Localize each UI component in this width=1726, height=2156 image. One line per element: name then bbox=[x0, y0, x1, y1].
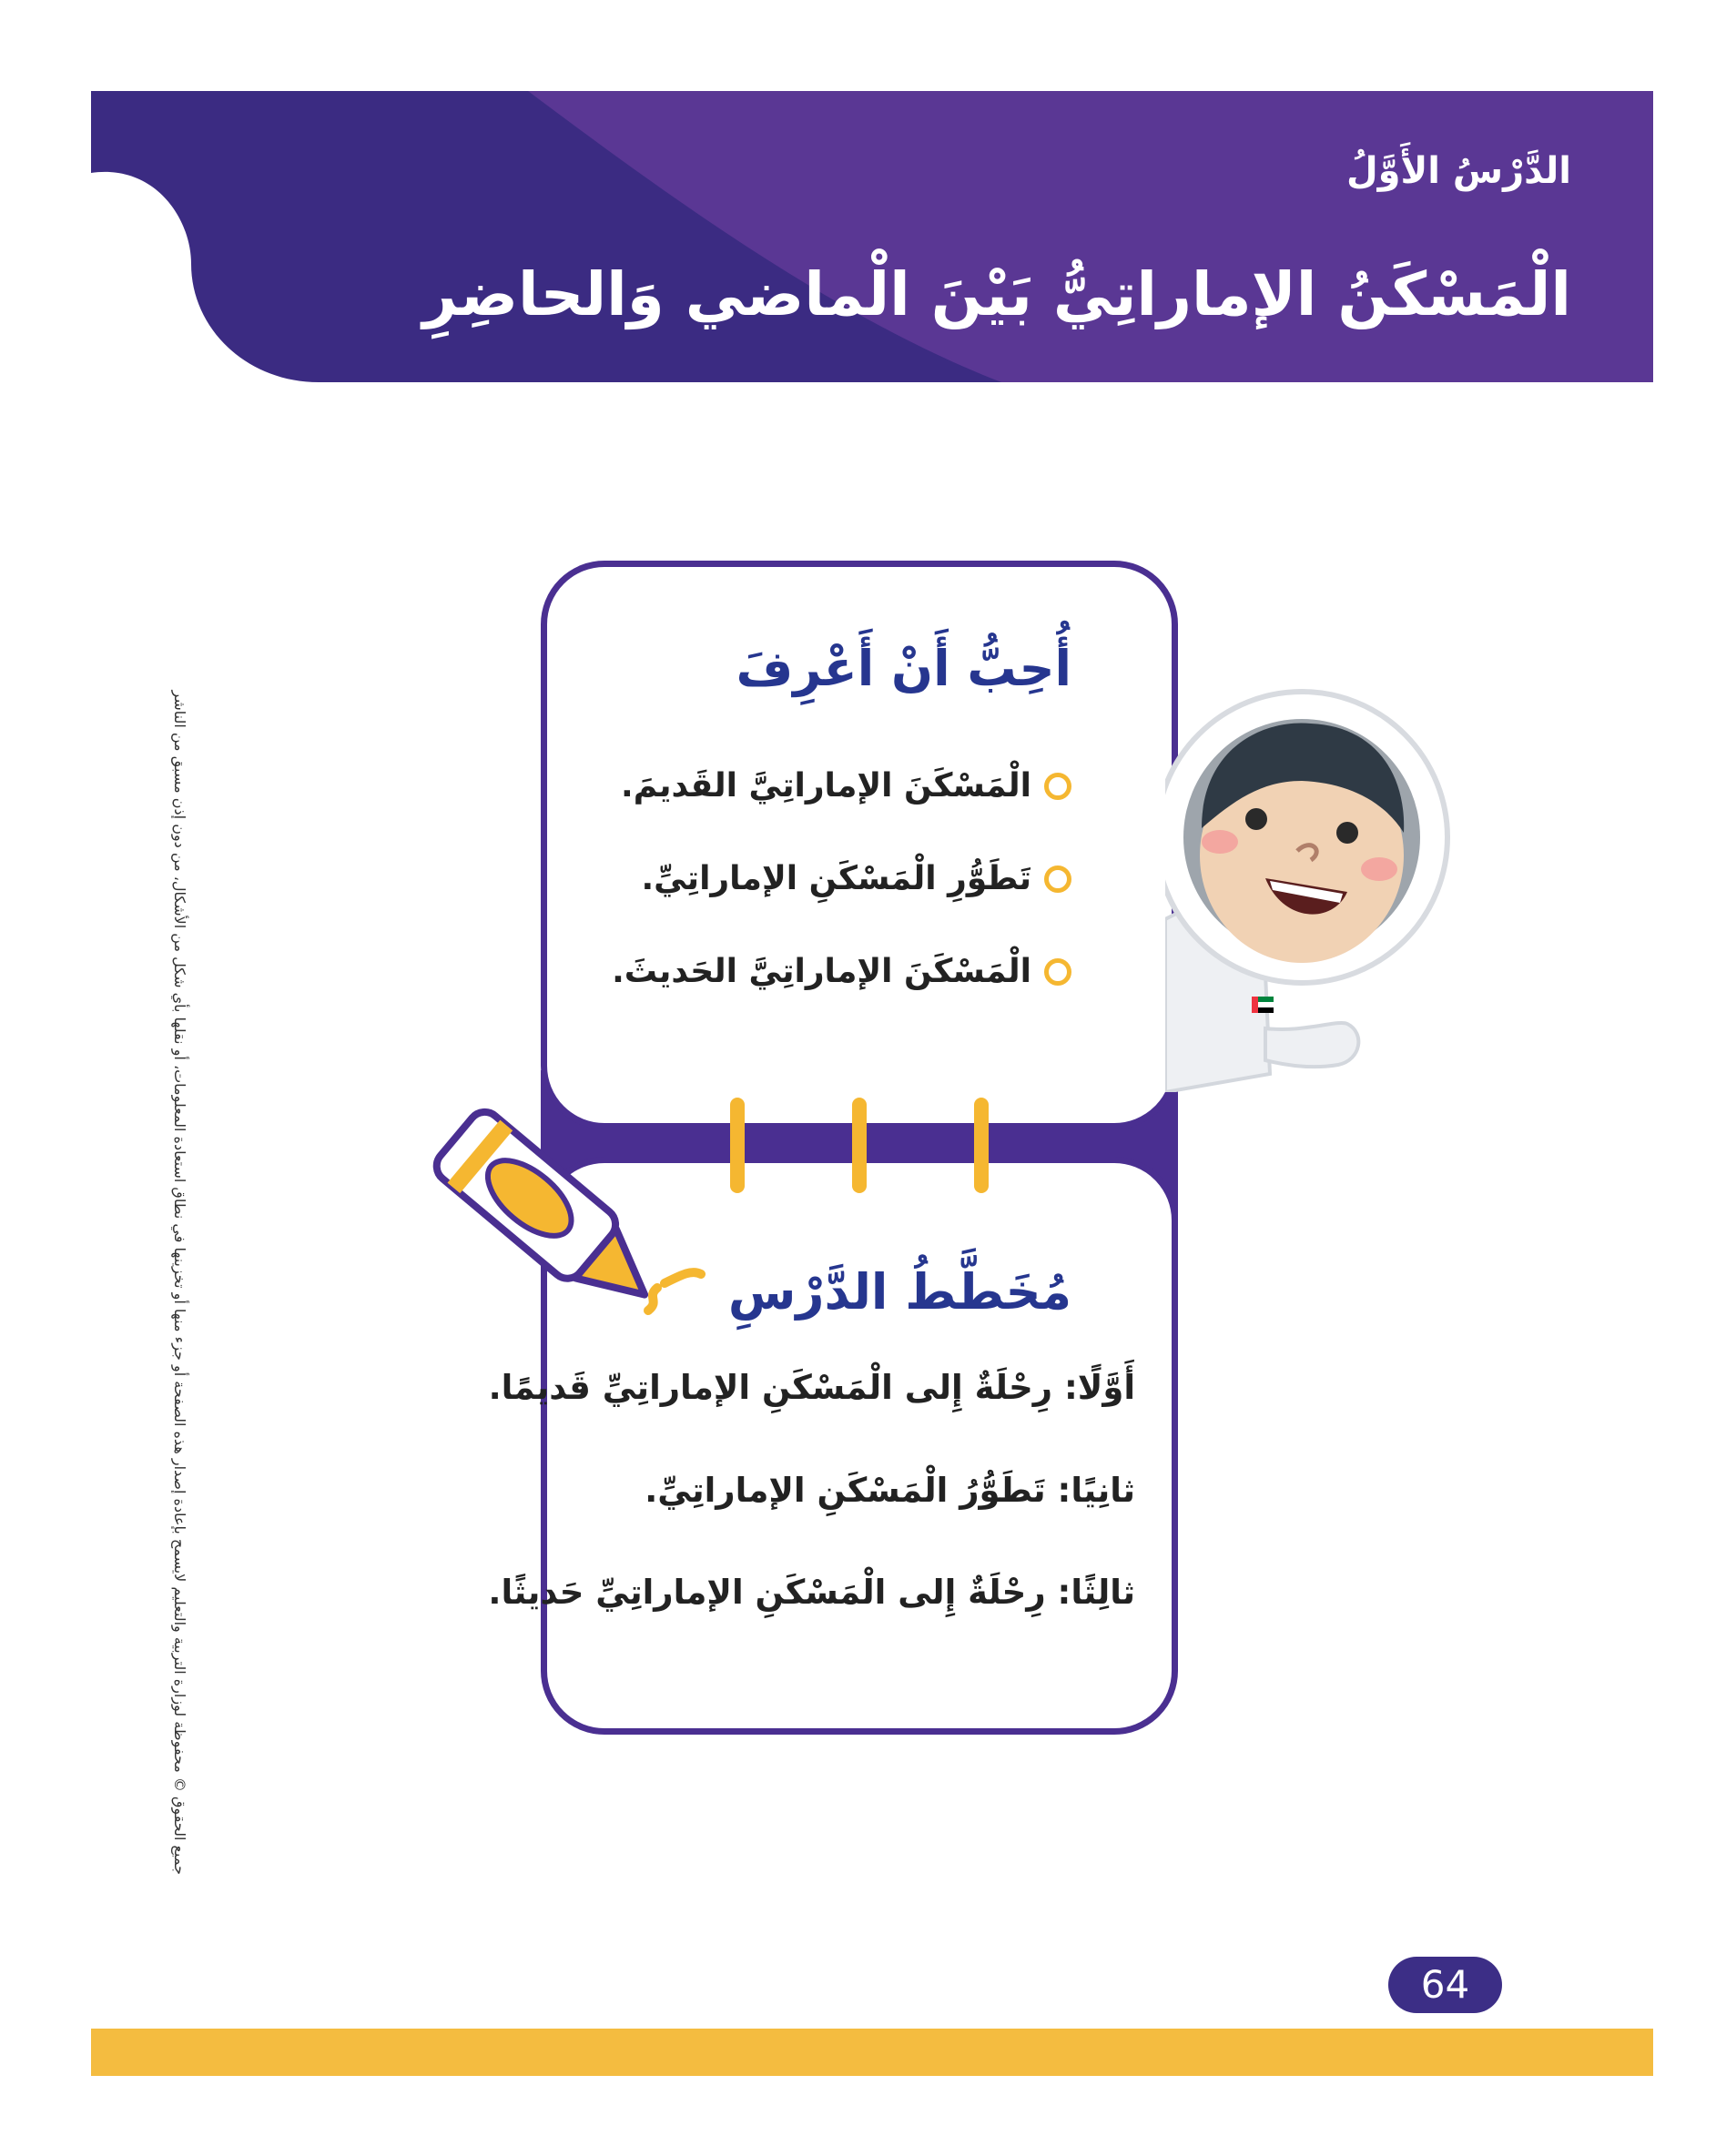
banner-background bbox=[91, 91, 1653, 382]
lesson-header-banner bbox=[91, 91, 1653, 382]
page-number: 64 bbox=[1388, 1957, 1502, 2013]
circle-bullet-icon bbox=[1044, 865, 1071, 893]
learn-goals-heading: أُحِبُّ أَنْ أَعْرِفَ bbox=[736, 640, 1071, 697]
learn-goals-card bbox=[541, 561, 1178, 1129]
learn-goal-text: الْمَسْكَنَ الإماراتِيَّ القَديمَ. bbox=[621, 767, 1031, 805]
learn-goal-item bbox=[641, 860, 1071, 897]
learn-goal-item bbox=[621, 767, 1071, 805]
binder-ring-icon bbox=[852, 1098, 867, 1193]
lesson-title: الْمَسْكَنُ الإماراتِيُّ بَيْنَ الْماضي وَالحاضِرِ bbox=[422, 259, 1571, 329]
footer-bar bbox=[91, 2029, 1653, 2076]
crayon-icon bbox=[410, 1101, 710, 1347]
lesson-plan-heading: مُخَطَّطُ الدَّرْسِ bbox=[727, 1263, 1071, 1321]
binder-ring-icon bbox=[730, 1098, 745, 1193]
lesson-number: الدَّرْسُ الأَوَّلُ bbox=[1345, 150, 1571, 192]
learn-goal-text: الْمَسْكَنَ الإماراتِيَّ الحَديثَ. bbox=[612, 953, 1031, 990]
lesson-plan-item: أَوَّلًا: رِحْلَةٌ إِلى الْمَسْكَنِ الإماراتِيِّ قَديمًا. bbox=[488, 1368, 1135, 1407]
copyright-notice: جميع الحقوق © محفوظة لوزارة التربية والتعليم لايسمح بإعادة إصدار هذه الصفحة أو جزء منها أو تخزينها في نطاق استعادة المعلومات، أو نقلها بأي شكل من الأشكال، من دون إذن مسبق من الناشر bbox=[171, 690, 188, 1875]
learn-goal-item bbox=[612, 953, 1071, 990]
circle-bullet-icon bbox=[1044, 958, 1071, 986]
learn-goal-text: تَطَوُّرِ الْمَسْكَنِ الإماراتِيِّ. bbox=[641, 860, 1031, 897]
binder-ring-icon bbox=[974, 1098, 989, 1193]
lesson-plan-item: ثالِثًا: رِحْلَةٌ إِلى الْمَسْكَنِ الإماراتِيِّ حَديثًا. bbox=[488, 1573, 1135, 1612]
astronaut-illustration bbox=[1165, 673, 1475, 1092]
circle-bullet-icon bbox=[1044, 773, 1071, 800]
lesson-plan-item: ثانِيًا: تَطَوُّرُ الْمَسْكَنِ الإماراتِيِّ. bbox=[645, 1471, 1135, 1510]
